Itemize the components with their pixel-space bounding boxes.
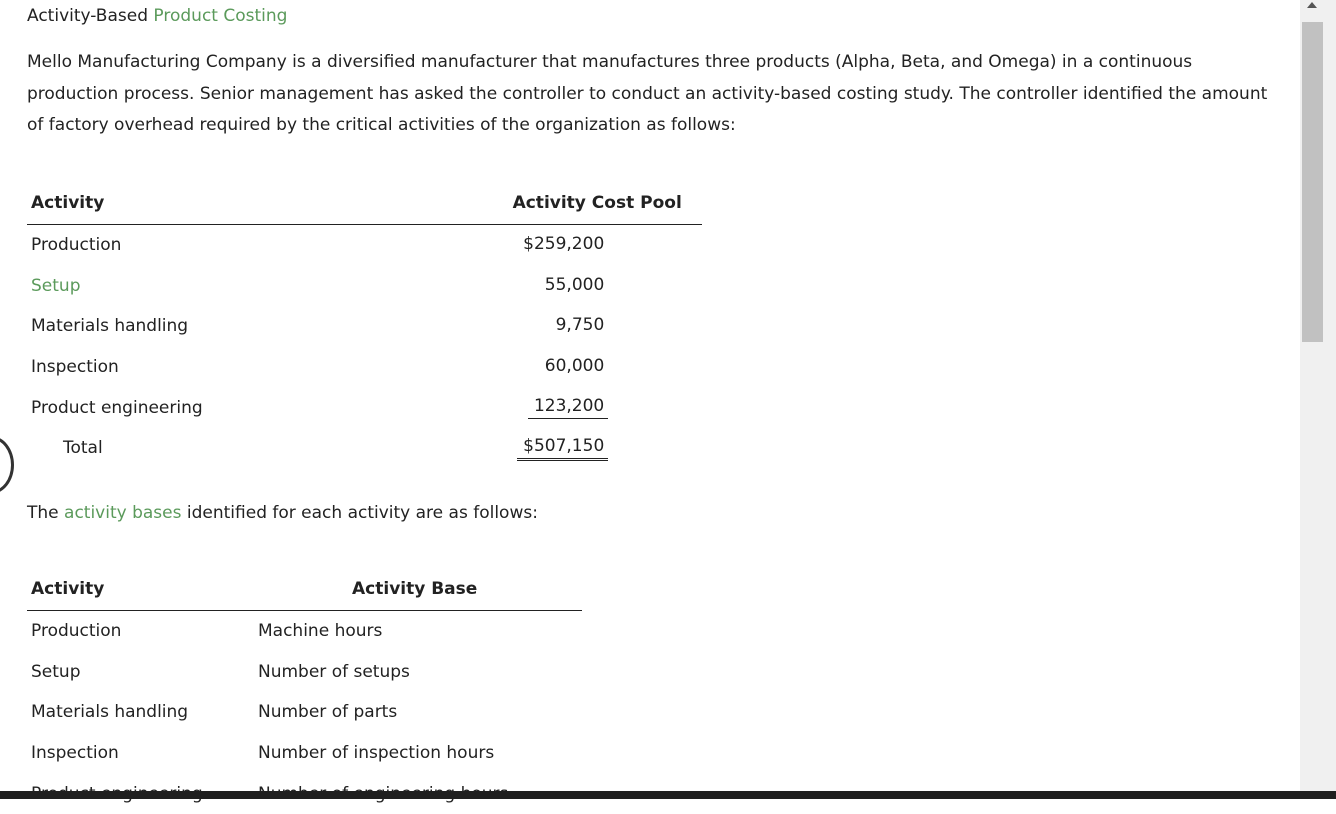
total-amount: $507,150 <box>517 436 608 461</box>
base-table-header <box>27 568 582 611</box>
total-label: Total <box>63 438 103 459</box>
col-pool-header: Activity Cost Pool <box>512 193 682 213</box>
table-row <box>27 306 702 347</box>
base-cell: Number of setups <box>258 661 410 682</box>
col-base-header: Activity Base <box>352 579 478 599</box>
bases-suffix: identified for each activity are as follows: <box>186 503 538 523</box>
activity-cell: Materials handling <box>31 702 189 723</box>
activity-cell: Product engineering <box>31 397 203 418</box>
scroll-up-icon[interactable] <box>1307 2 1317 8</box>
scrollbar-thumb[interactable] <box>1302 22 1323 342</box>
title-prefix: Activity-Based <box>27 6 148 26</box>
col-activity-header: Activity <box>31 579 105 599</box>
amount-cell: $259,200 <box>523 234 605 255</box>
bases-paragraph <box>27 500 538 526</box>
activity-cell: Production <box>31 621 122 642</box>
total-row <box>27 428 702 469</box>
bases-prefix: The <box>27 503 59 523</box>
base-cell: Number of inspection hours <box>258 743 495 764</box>
step-indicator-icon[interactable] <box>0 436 14 494</box>
product-costing-link[interactable]: Product Costing <box>153 6 288 26</box>
table-row <box>27 692 582 733</box>
intro-paragraph: Mello Manufacturing Company is a diversified manufacturer that manufactures three products (Alpha, Beta, and Omega) in a continuous production process. Senior management has asked the controller to conduct an activity-based costing study. The controller identified the amount of factory overhead required by the critical activities of the organization as follows: <box>27 52 1268 135</box>
amount-cell: 60,000 <box>544 356 605 377</box>
activity-cell: Inspection <box>31 743 119 764</box>
activity-cell: Materials handling <box>31 316 189 337</box>
amount-cell: 9,750 <box>555 315 605 336</box>
amount-cell: 123,200 <box>528 396 608 419</box>
bottom-bar <box>0 791 1336 799</box>
page-title <box>27 5 287 27</box>
table-row <box>27 733 582 774</box>
table-row <box>27 387 702 428</box>
cost-table-header <box>27 182 702 225</box>
activity-cell: Setup <box>31 661 81 682</box>
cost-pool-table <box>27 182 702 469</box>
activity-bases-link[interactable]: activity bases <box>64 503 182 523</box>
activity-cell: Inspection <box>31 357 119 378</box>
activity-cell: Production <box>31 235 122 256</box>
base-cell: Machine hours <box>258 621 383 642</box>
table-row <box>27 611 582 652</box>
table-row <box>27 347 702 388</box>
amount-cell: 55,000 <box>544 274 605 295</box>
table-row <box>27 266 702 307</box>
setup-link[interactable]: Setup <box>31 275 81 296</box>
col-activity-header: Activity <box>31 193 105 213</box>
table-row <box>27 225 702 266</box>
base-cell: Number of parts <box>258 702 398 723</box>
activity-base-table <box>27 568 582 814</box>
table-row <box>27 652 582 693</box>
